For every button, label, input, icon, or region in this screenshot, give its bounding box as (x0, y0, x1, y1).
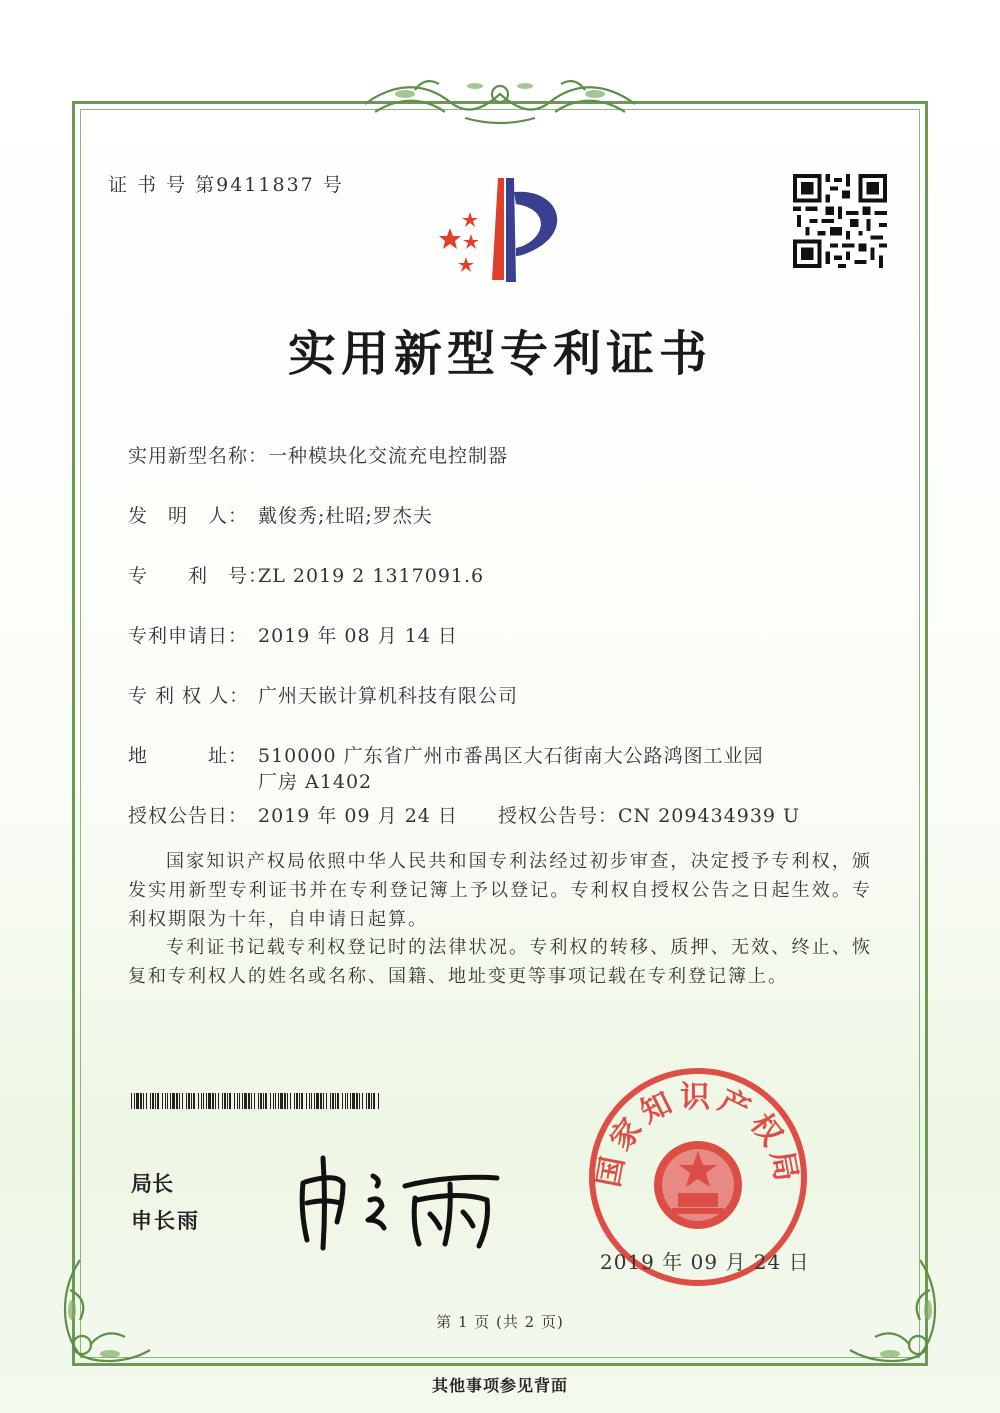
field-address (128, 741, 764, 768)
certificate-number (108, 170, 344, 197)
field-value: 2019 年 09 月 24 日 (258, 805, 458, 827)
bottom-left-ornament (50, 1250, 170, 1370)
legal-paragraph-1: 国家知识产权局依照中华人民共和国专利法经过初步审查，决定授予专利权，颁发实用新型专利证书并在专利登记簿上予以登记。专利权自授权公告之日起生效。专利权期限为十年，自申请日起算。 (128, 851, 872, 930)
field-address-line2 (258, 767, 372, 794)
field-patentee (128, 681, 518, 708)
field-label: 专 利 号： (128, 565, 269, 587)
certificate-number-value: 9411837 (216, 174, 315, 196)
field-label: 专利申请日： (128, 625, 249, 647)
field-value: 一种模块化交流充电控制器 (268, 445, 509, 467)
field-label: 授权公告日： (128, 805, 249, 827)
field-value: 厂房 A1402 (258, 771, 373, 793)
director-title: 局长 (131, 1172, 173, 1196)
field-value: CN 209434939 U (618, 805, 801, 827)
page-number: 第 1 页 (共 2 页) (436, 1313, 564, 1331)
field-inventors (128, 501, 433, 528)
svg-text:国家知识产权局: 国家知识产权局 (591, 1080, 805, 1190)
seal-date: 2019 年 09 月 24 日 (600, 1250, 810, 1274)
field-utility-model-name (128, 441, 508, 468)
field-patent-number (128, 561, 484, 588)
handwritten-signature (285, 1148, 515, 1253)
field-grant-number (498, 801, 800, 828)
field-value: 2019 年 08 月 14 日 (258, 625, 458, 647)
patent-office-logo (424, 170, 584, 290)
certificate-title: 实用新型专利证书 (287, 326, 712, 382)
certificate-number-label: 证 书 号 第 (108, 174, 217, 196)
field-label: 实用新型名称： (128, 445, 269, 467)
barcode (131, 1093, 384, 1109)
bottom-right-ornament (830, 1250, 950, 1370)
legal-paragraph-2: 专利证书记载专利权登记时的法律状况。专利权的转移、质押、无效、终止、恢复和专利权人的姓名或名称、国籍、地址变更等事项记载在专利登记簿上。 (128, 937, 872, 987)
field-value: 广州天嵌计算机科技有限公司 (258, 685, 519, 707)
field-value: 510000 广东省广州市番禺区大石街南大公路鸿图工业园 (258, 745, 764, 767)
certificate-number-suffix: 号 (322, 174, 344, 196)
qr-code[interactable] (793, 174, 887, 268)
director-name: 申长雨 (131, 1209, 200, 1233)
field-value: 戴俊秀;杜昭;罗杰夫 (258, 505, 433, 527)
top-ornament (355, 72, 645, 132)
footer-note: 其他事项参见背面 (431, 1376, 568, 1395)
field-grant-date (128, 801, 458, 828)
field-application-date (128, 621, 458, 648)
field-label: 专 利 权 人： (128, 685, 250, 707)
field-value: ZL 2019 2 1317091.6 (258, 565, 485, 587)
field-label: 地 址： (128, 745, 249, 767)
field-label: 发 明 人： (128, 505, 249, 527)
field-label: 授权公告号： (498, 805, 619, 827)
